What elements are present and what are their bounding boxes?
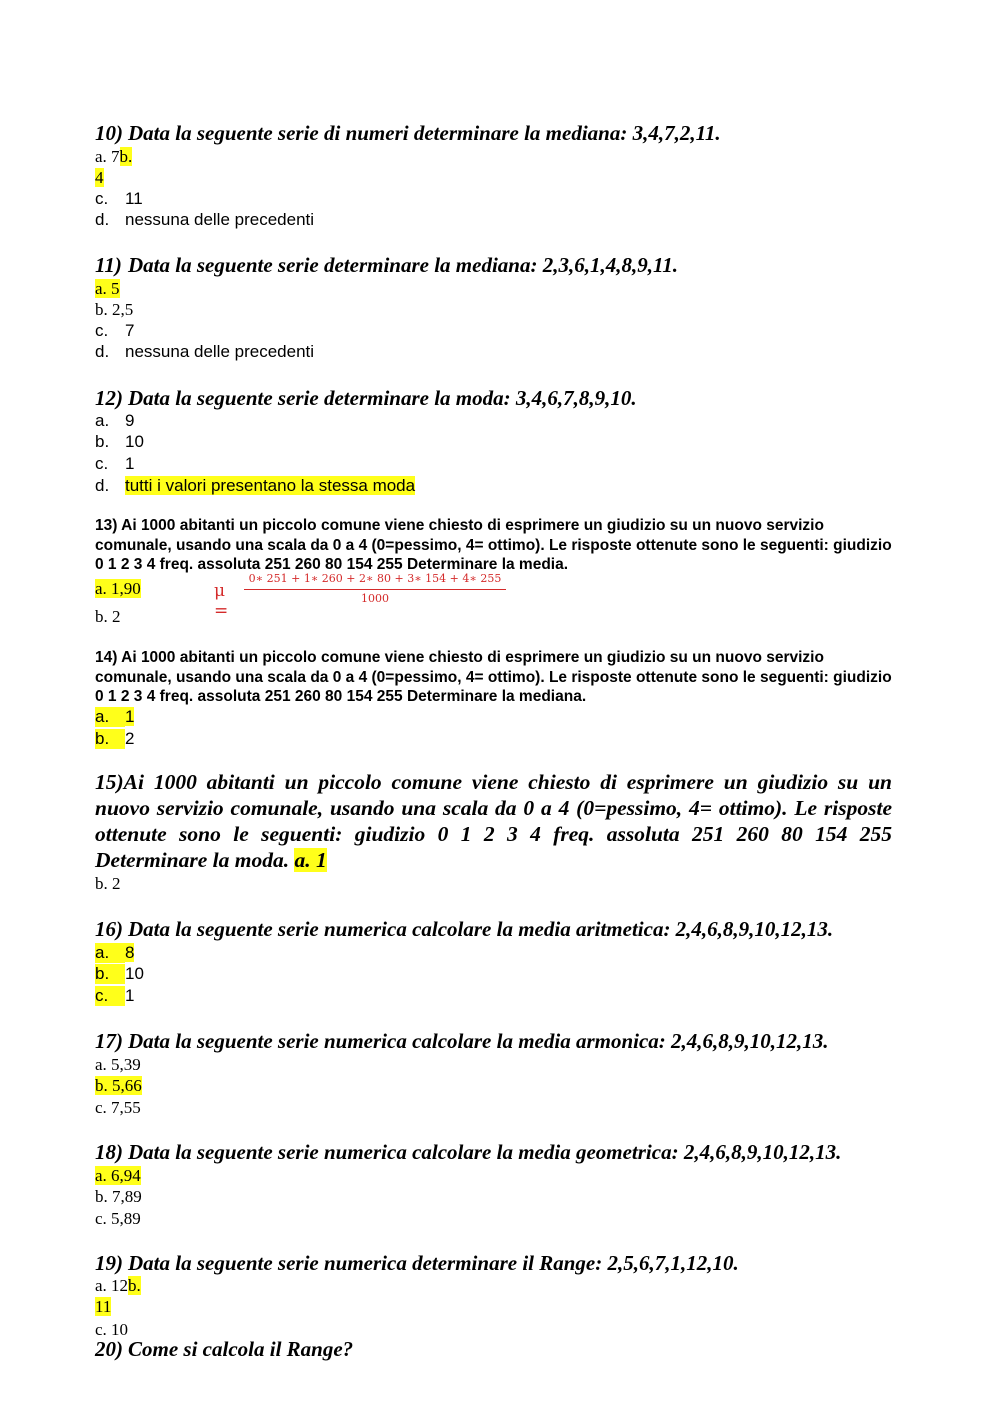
option-a: a. 1 bbox=[294, 848, 327, 872]
option-text: nessuna delle precedenti bbox=[125, 342, 315, 361]
option-b bbox=[95, 168, 104, 188]
question-text: Data la seguente serie numerica calcolare la media aritmetica: 2,4,6,8,9,10,12,13. bbox=[128, 917, 834, 941]
question-number: 10) bbox=[95, 121, 123, 145]
option-text: c. 10 bbox=[95, 1320, 129, 1339]
option-b bbox=[95, 607, 121, 627]
option-text: 8 bbox=[125, 943, 135, 962]
question-number: 11) bbox=[95, 253, 122, 277]
option-label: d. bbox=[95, 342, 110, 361]
question-number: 20) bbox=[95, 1337, 123, 1361]
question-text: Data la seguente serie numerica calcolare la media geometrica: 2,4,6,8,9,10,12,13. bbox=[128, 1140, 842, 1164]
option-b bbox=[95, 432, 144, 452]
question-20 bbox=[95, 1337, 353, 1361]
option-text: c. 7,55 bbox=[95, 1098, 141, 1117]
option-a bbox=[95, 147, 132, 167]
option-text: b. 5,66 bbox=[95, 1076, 142, 1095]
option-a bbox=[95, 943, 134, 963]
option-label: d. bbox=[95, 210, 110, 229]
option-text: 1 bbox=[125, 454, 135, 473]
option-label: c. bbox=[95, 986, 125, 1006]
option-text: c. 5,89 bbox=[95, 1209, 141, 1228]
question-text: Data la seguente serie determinare la moda: 3,4,6,7,8,9,10. bbox=[128, 386, 637, 410]
option-text: b. 7,89 bbox=[95, 1187, 142, 1206]
option-text: a. 7 bbox=[95, 147, 120, 166]
question-number: 12) bbox=[95, 386, 123, 410]
question-19 bbox=[95, 1251, 739, 1275]
option-text: 10 bbox=[125, 432, 144, 451]
question-text: Data la seguente serie numerica calcolare la media armonica: 2,4,6,8,9,10,12,13. bbox=[128, 1029, 829, 1053]
option-b bbox=[95, 964, 144, 984]
question-10 bbox=[95, 121, 721, 145]
option-text: b. 2,5 bbox=[95, 300, 134, 319]
fraction-bar bbox=[244, 589, 506, 590]
question-17 bbox=[95, 1029, 829, 1053]
option-text: a. 6,94 bbox=[95, 1166, 141, 1185]
option-text: tutti i valori presentano la stessa moda bbox=[125, 476, 416, 495]
question-11 bbox=[95, 253, 678, 277]
option-text: a. 5 bbox=[95, 279, 120, 298]
option-c bbox=[95, 986, 134, 1006]
option-b-label: b. bbox=[119, 147, 133, 166]
option-label: b. bbox=[95, 964, 125, 984]
option-a bbox=[95, 1276, 141, 1296]
option-label: b. bbox=[95, 729, 125, 749]
question-12 bbox=[95, 386, 637, 410]
option-text: 9 bbox=[125, 411, 135, 430]
option-a bbox=[95, 707, 134, 727]
option-text: b. 2 bbox=[95, 874, 121, 893]
formula-numerator: 0∗ 251 + 1∗ 260 + 2∗ 80 + 3∗ 154 + 4∗ 255 bbox=[248, 572, 502, 585]
option-text: 1 bbox=[125, 986, 135, 1005]
option-label: c. bbox=[95, 321, 109, 340]
option-label: c. bbox=[95, 454, 109, 473]
option-a bbox=[95, 1166, 141, 1186]
option-b bbox=[95, 1076, 142, 1096]
formula-fraction bbox=[244, 572, 506, 605]
option-text: 7 bbox=[125, 321, 135, 340]
question-text: Data la seguente serie di numeri determinare la mediana: 3,4,7,2,11. bbox=[128, 121, 721, 145]
option-text: a. 12 bbox=[95, 1276, 129, 1295]
question-number: 16) bbox=[95, 917, 123, 941]
option-text: 2 bbox=[125, 729, 135, 748]
option-a bbox=[95, 279, 120, 299]
option-text: 10 bbox=[125, 964, 144, 983]
question-text: Come si calcola il Range? bbox=[128, 1337, 354, 1361]
option-b bbox=[95, 300, 133, 320]
option-text: 11 bbox=[95, 1297, 112, 1316]
option-label: a. bbox=[95, 707, 125, 727]
option-b bbox=[95, 1187, 142, 1207]
question-number: 17) bbox=[95, 1029, 123, 1053]
option-label: d. bbox=[95, 476, 110, 495]
option-label: a. bbox=[95, 411, 110, 430]
option-label: c. bbox=[95, 189, 109, 208]
option-text: 1 bbox=[125, 707, 135, 726]
option-text: 11 bbox=[125, 189, 143, 208]
question-16 bbox=[95, 917, 833, 941]
mu-symbol: μ = bbox=[214, 581, 229, 621]
option-a bbox=[95, 411, 134, 431]
question-14: 14) Ai 1000 abitanti un piccolo comune viene chiesto di esprimere un giudizio su un nuovo servizio comunale, usando una scala da 0 a 4 (0=pessimo, 4= ottimo). Le risposte ottenute sono le seguenti: giudizio 0 1 2 3 4 freq. assoluta 251 260 80 154 255 Determinare la mediana. bbox=[95, 649, 892, 705]
option-d bbox=[95, 476, 415, 496]
option-b bbox=[95, 729, 134, 749]
option-label: b. bbox=[95, 432, 110, 451]
question-text: Data la seguente serie determinare la mediana: 2,3,6,1,4,8,9,11. bbox=[128, 253, 679, 277]
option-text: nessuna delle precedenti bbox=[125, 210, 315, 229]
question-13: 13) Ai 1000 abitanti un piccolo comune viene chiesto di esprimere un giudizio su un nuovo servizio comunale, usando una scala da 0 a 4 (0=pessimo, 4= ottimo). Le risposte ottenute sono le seguenti: giudizio 0 1 2 3 4 freq. assoluta 251 260 80 154 255 Determinare la media. bbox=[95, 517, 892, 573]
question-text: Data la seguente serie numerica determinare il Range: 2,5,6,7,1,12,10. bbox=[128, 1251, 739, 1275]
question-text: Ai 1000 abitanti un piccolo comune viene chiesto di esprimere un giudizio su un nuovo servizio comunale, usando una scala da 0 a 4 (0=pessimo, 4= ottimo). Le risposte ottenute sono le seguenti: giudizio 0 1 2 3 4 freq. assoluta 251 260 80 154 255 Determinare la moda. bbox=[95, 770, 892, 872]
option-text: 4 bbox=[95, 168, 104, 187]
option-text: a. 5,39 bbox=[95, 1055, 141, 1074]
option-b bbox=[95, 1297, 111, 1317]
option-d bbox=[95, 342, 314, 362]
option-c bbox=[95, 1098, 141, 1118]
option-d bbox=[95, 210, 314, 230]
formula-denominator: 1000 bbox=[361, 592, 389, 605]
option-a bbox=[95, 1055, 141, 1075]
option-a bbox=[95, 579, 141, 599]
option-c bbox=[95, 321, 134, 341]
question-number: 19) bbox=[95, 1251, 123, 1275]
option-b-label: b. bbox=[128, 1276, 141, 1295]
option-c bbox=[95, 189, 143, 209]
option-b bbox=[95, 874, 121, 894]
option-text: a. 1,90 bbox=[95, 579, 141, 598]
option-label: a. bbox=[95, 943, 125, 963]
question-number: 15) bbox=[95, 770, 124, 794]
option-c bbox=[95, 454, 134, 474]
question-18 bbox=[95, 1140, 841, 1164]
option-text: b. 2 bbox=[95, 607, 121, 626]
question-number: 18) bbox=[95, 1140, 123, 1164]
option-c bbox=[95, 1209, 141, 1229]
question-15 bbox=[95, 769, 892, 873]
